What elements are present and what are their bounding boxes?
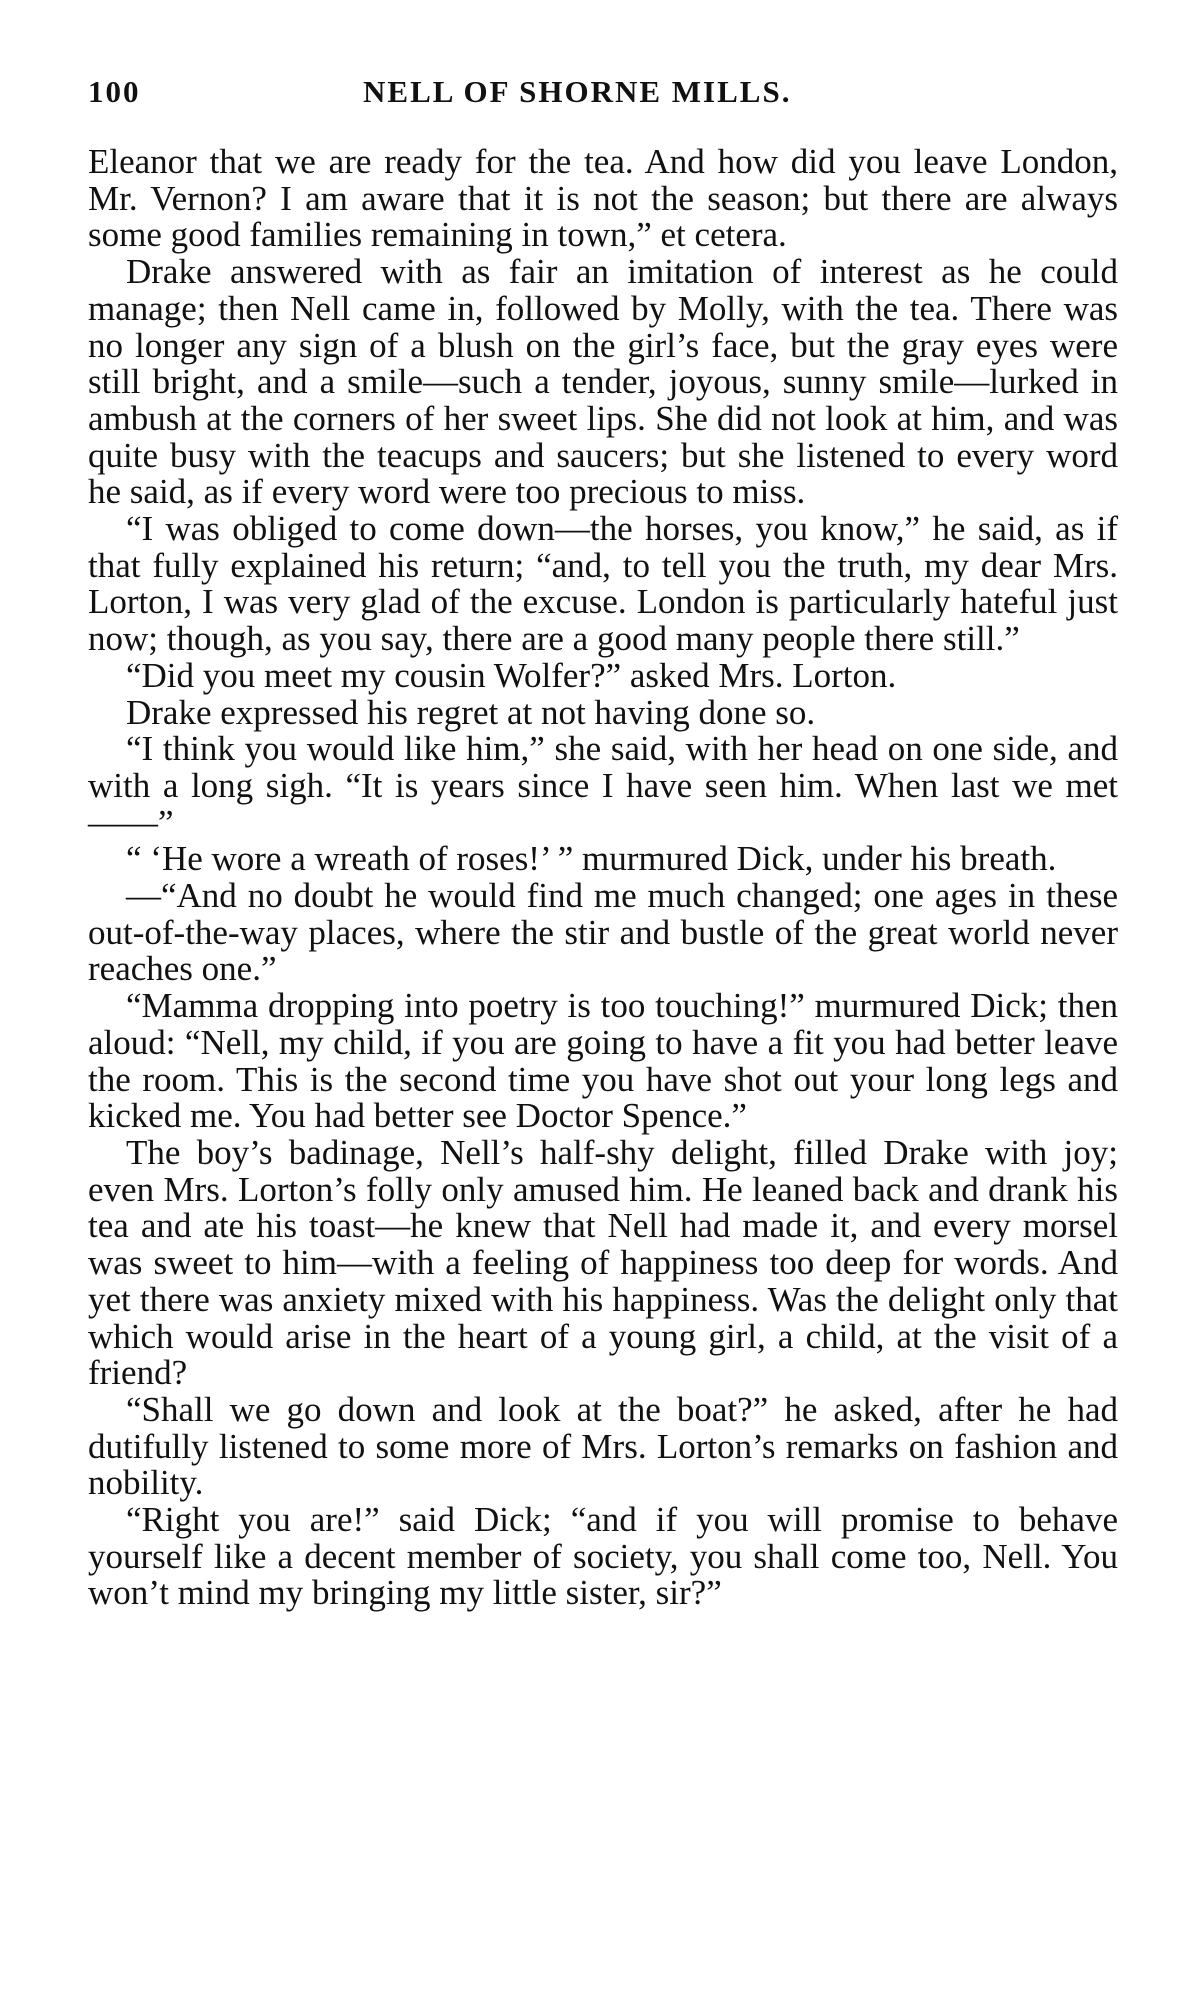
paragraph-continued: Eleanor that we are ready for the tea. And how did you leave London, Mr. Vernon? I am aware that it is not the season; but there are always some good families remaining in town,” et cetera. xyxy=(88,142,1118,255)
paragraph: “Mamma dropping into poetry is too touching!” murmured Dick; then aloud: “Nell, my child, if you are going to have a fit you had better leave the room. This is the second time you have shot out your long legs and kicked me. You had better see Doctor Spence.” xyxy=(88,986,1118,1136)
paragraph: “Did you meet my cousin Wolfer?” asked Mrs. Lorton. xyxy=(126,655,897,695)
paragraph: “ ‘He wore a wreath of roses!’ ” murmured Dick, under his breath. xyxy=(126,839,1057,879)
page-header xyxy=(88,74,1118,114)
paragraph: The boy’s badinage, Nell’s half-shy delight, filled Drake with joy; even Mrs. Lorton’s folly only amused him. He leaned back and drank his tea and ate his toast—he knew that Nell had made it, and every morsel was sweet to him—with a feeling of happiness too deep for words. And yet there was anxiety mixed with his happiness. Was the delight only that which would arise in the heart of a young girl, a child, at the visit of a friend? xyxy=(88,1132,1118,1393)
running-title: NELL OF SHORNE MILLS. xyxy=(363,74,792,109)
paragraph: Drake expressed his regret at not having done so. xyxy=(126,692,816,732)
paragraph: —“And no doubt he would find me much changed; one ages in these out-of-the-way places, where the stir and bustle of the great world never reaches one.” xyxy=(88,876,1118,989)
paragraph: “Right you are!” said Dick; “and if you will promise to behave yourself like a decent member of society, you shall come too, Nell. You won’t mind my bringing my little sister, sir?” xyxy=(88,1500,1118,1613)
paragraph: “I was obliged to come down—the horses, you know,” he said, as if that fully explained his return; “and, to tell you the truth, my dear Mrs. Lorton, I was very glad of the excuse. London is particularly hateful just now; though, as you say, there are a good many people there still.” xyxy=(88,509,1118,659)
paragraph: “Shall we go down and look at the boat?” he asked, after he had dutifully listened to some more of Mrs. Lorton’s remarks on fashion and nobility. xyxy=(88,1389,1118,1503)
paragraph: Drake answered with as fair an imitation of interest as he could manage; then Nell came in, followed by Molly, with the tea. There was no longer any sign of a blush on the girl’s face, but the gray eyes were still bright, and a smile—such a tender, joyous, sunny smile—lurked in ambush at the corners of her sweet lips. She did not look at him, and was quite busy with the teacups and saucers; but she listened to every word he said, as if every word were too precious to miss. xyxy=(88,252,1118,512)
body-text xyxy=(88,144,1118,1612)
paragraph: “I think you would like him,” she said, with her head on one side, and with a long sigh. “It is years since I have seen him. When last we met——” xyxy=(88,729,1118,842)
page-number: 100 xyxy=(88,74,141,109)
